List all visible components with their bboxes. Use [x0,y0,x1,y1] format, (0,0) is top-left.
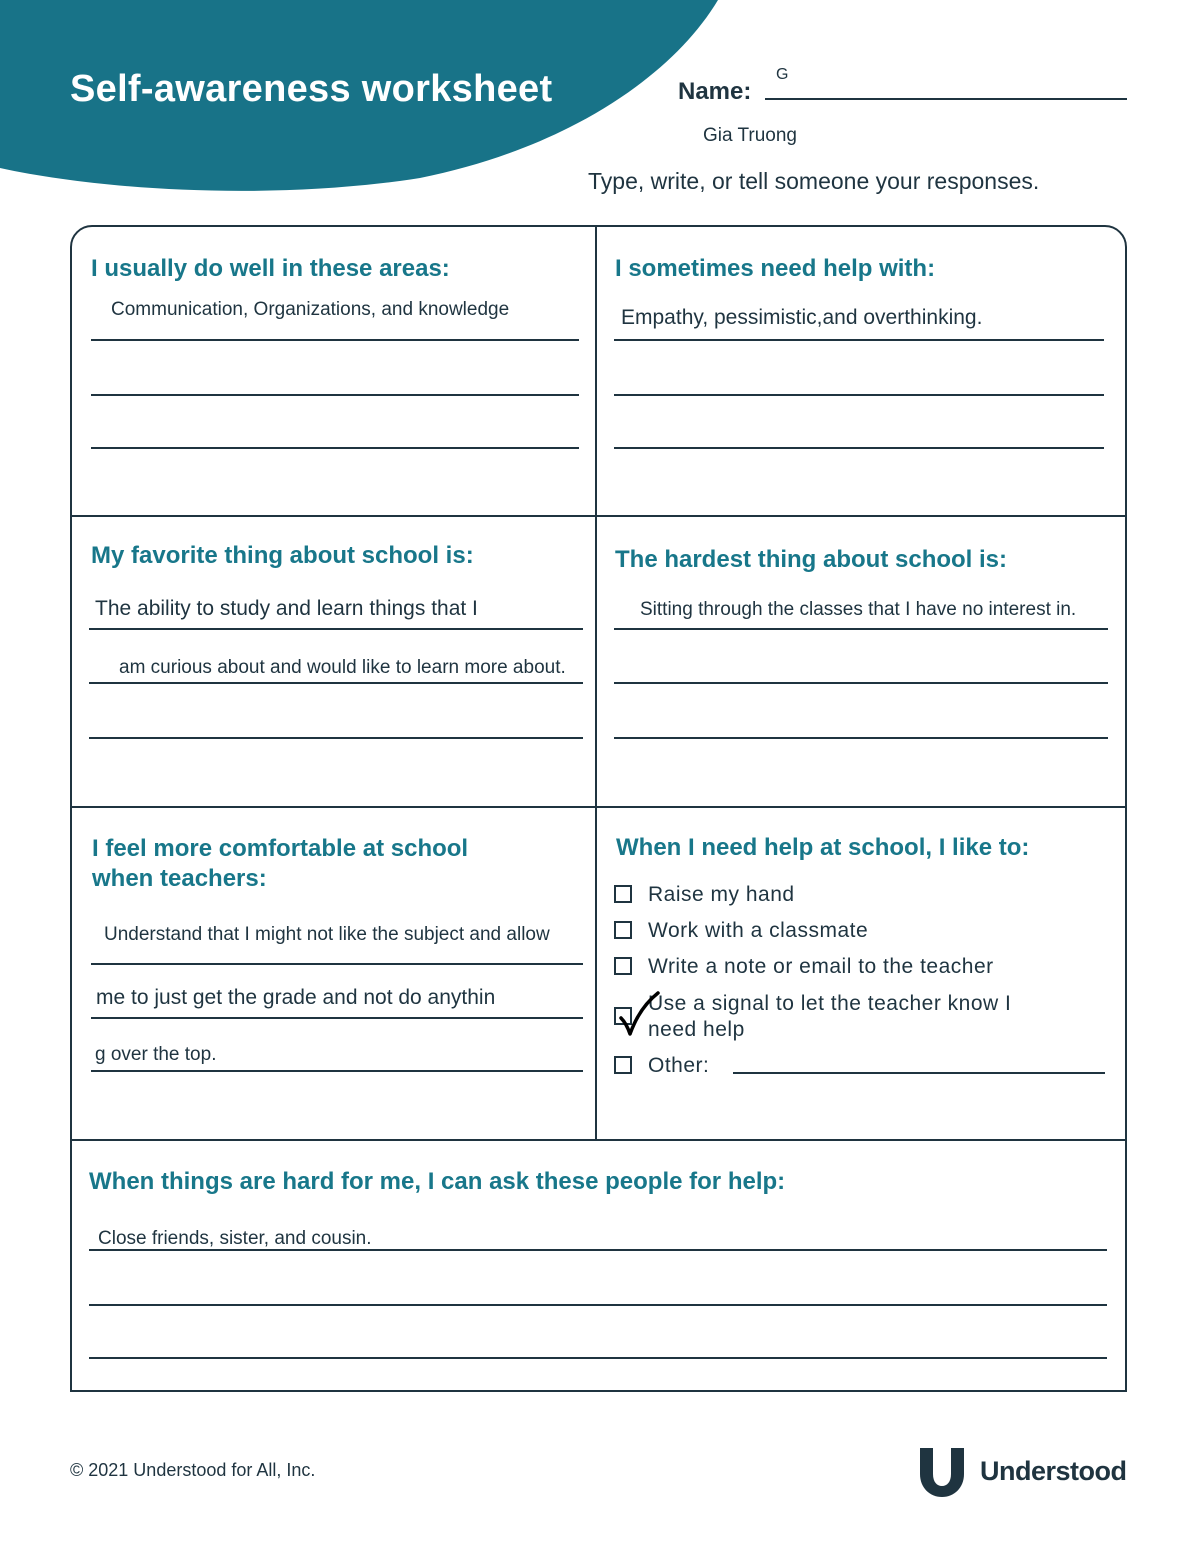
favorite-heading: My favorite thing about school is: [91,542,474,569]
need-help-answer-1: Empathy, pessimistic,and overthinking. [621,306,983,329]
hardest-line-1[interactable] [614,628,1108,630]
option-use-signal[interactable] [614,991,1011,1043]
row-divider [70,806,1127,808]
help-pref-heading: When I need help at school, I like to: [616,834,1030,861]
checkmark-icon [618,990,662,1038]
name-value: Gia Truong [703,125,797,146]
do-well-answer-1: Communication, Organizations, and knowledge [111,299,510,320]
name-initial: G [776,66,789,83]
hardest-line-3[interactable] [614,737,1108,739]
hardest-heading: The hardest thing about school is: [615,546,1008,573]
option-label-line-1: Use a signal to let the teacher know I [648,992,1012,1015]
favorite-line-2[interactable] [89,682,583,684]
need-help-heading: I sometimes need help with: [615,255,936,282]
option-label: Other: [648,1054,710,1077]
do-well-line-2[interactable] [91,394,579,396]
name-label: Name: [678,78,752,105]
need-help-line-1[interactable] [614,339,1104,341]
favorite-answer-2: am curious about and would like to learn more about. [119,657,566,678]
option-label-line-2: need help [648,1018,745,1041]
comfortable-heading-line-1: I feel more comfortable at school [92,835,469,862]
instructions: Type, write, or tell someone your responses. [588,168,1040,194]
comfortable-line-1[interactable] [91,963,583,965]
comfortable-heading [92,834,468,894]
copyright: © 2021 Understood for All, Inc. [70,1460,316,1480]
name-field[interactable] [765,98,1127,100]
comfortable-answer-2: me to just get the grade and not do anythin [96,986,496,1009]
favorite-line-1[interactable] [89,628,583,630]
need-help-line-2[interactable] [614,394,1104,396]
column-divider [595,225,597,1140]
checkbox[interactable] [614,1056,632,1074]
do-well-heading: I usually do well in these areas: [91,255,450,282]
people-answer-1: Close friends, sister, and cousin. [98,1228,372,1249]
people-line-1[interactable] [89,1249,1107,1251]
comfortable-line-2[interactable] [91,1017,583,1019]
people-heading: When things are hard for me, I can ask these people for help: [89,1168,786,1195]
people-line-2[interactable] [89,1304,1107,1306]
comfortable-answer-3: g over the top. [95,1044,217,1065]
do-well-line-3[interactable] [91,447,579,449]
option-label: Work with a classmate [648,919,869,942]
option-other[interactable] [614,1053,709,1079]
comfortable-line-3[interactable] [91,1070,583,1072]
favorite-answer-1: The ability to study and learn things that I [95,597,478,620]
option-work-classmate[interactable] [614,918,868,944]
hardest-line-2[interactable] [614,682,1108,684]
people-line-3[interactable] [89,1357,1107,1359]
do-well-line-1[interactable] [91,339,579,341]
header-banner [0,0,1200,260]
checkbox[interactable] [614,885,632,903]
checkbox[interactable] [614,957,632,975]
understood-logo-text: Understood [980,1456,1127,1486]
option-label: Write a note or email to the teacher [648,955,994,978]
need-help-line-3[interactable] [614,447,1104,449]
option-write-note[interactable] [614,954,994,980]
favorite-line-3[interactable] [89,737,583,739]
option-label: Raise my hand [648,883,795,906]
understood-logo-icon [916,1446,968,1498]
hardest-answer-1: Sitting through the classes that I have no interest in. [640,599,1077,620]
comfortable-heading-line-2: when teachers: [92,865,267,892]
comfortable-answer-1: Understand that I might not like the subject and allow [104,924,550,945]
other-line[interactable] [733,1072,1105,1074]
row-divider [70,1139,1127,1141]
page-title: Self-awareness worksheet [70,68,553,110]
option-label [648,991,1011,1043]
option-raise-hand[interactable] [614,882,795,908]
checkbox[interactable] [614,921,632,939]
row-divider [70,515,1127,517]
worksheet-grid [70,225,1127,1392]
